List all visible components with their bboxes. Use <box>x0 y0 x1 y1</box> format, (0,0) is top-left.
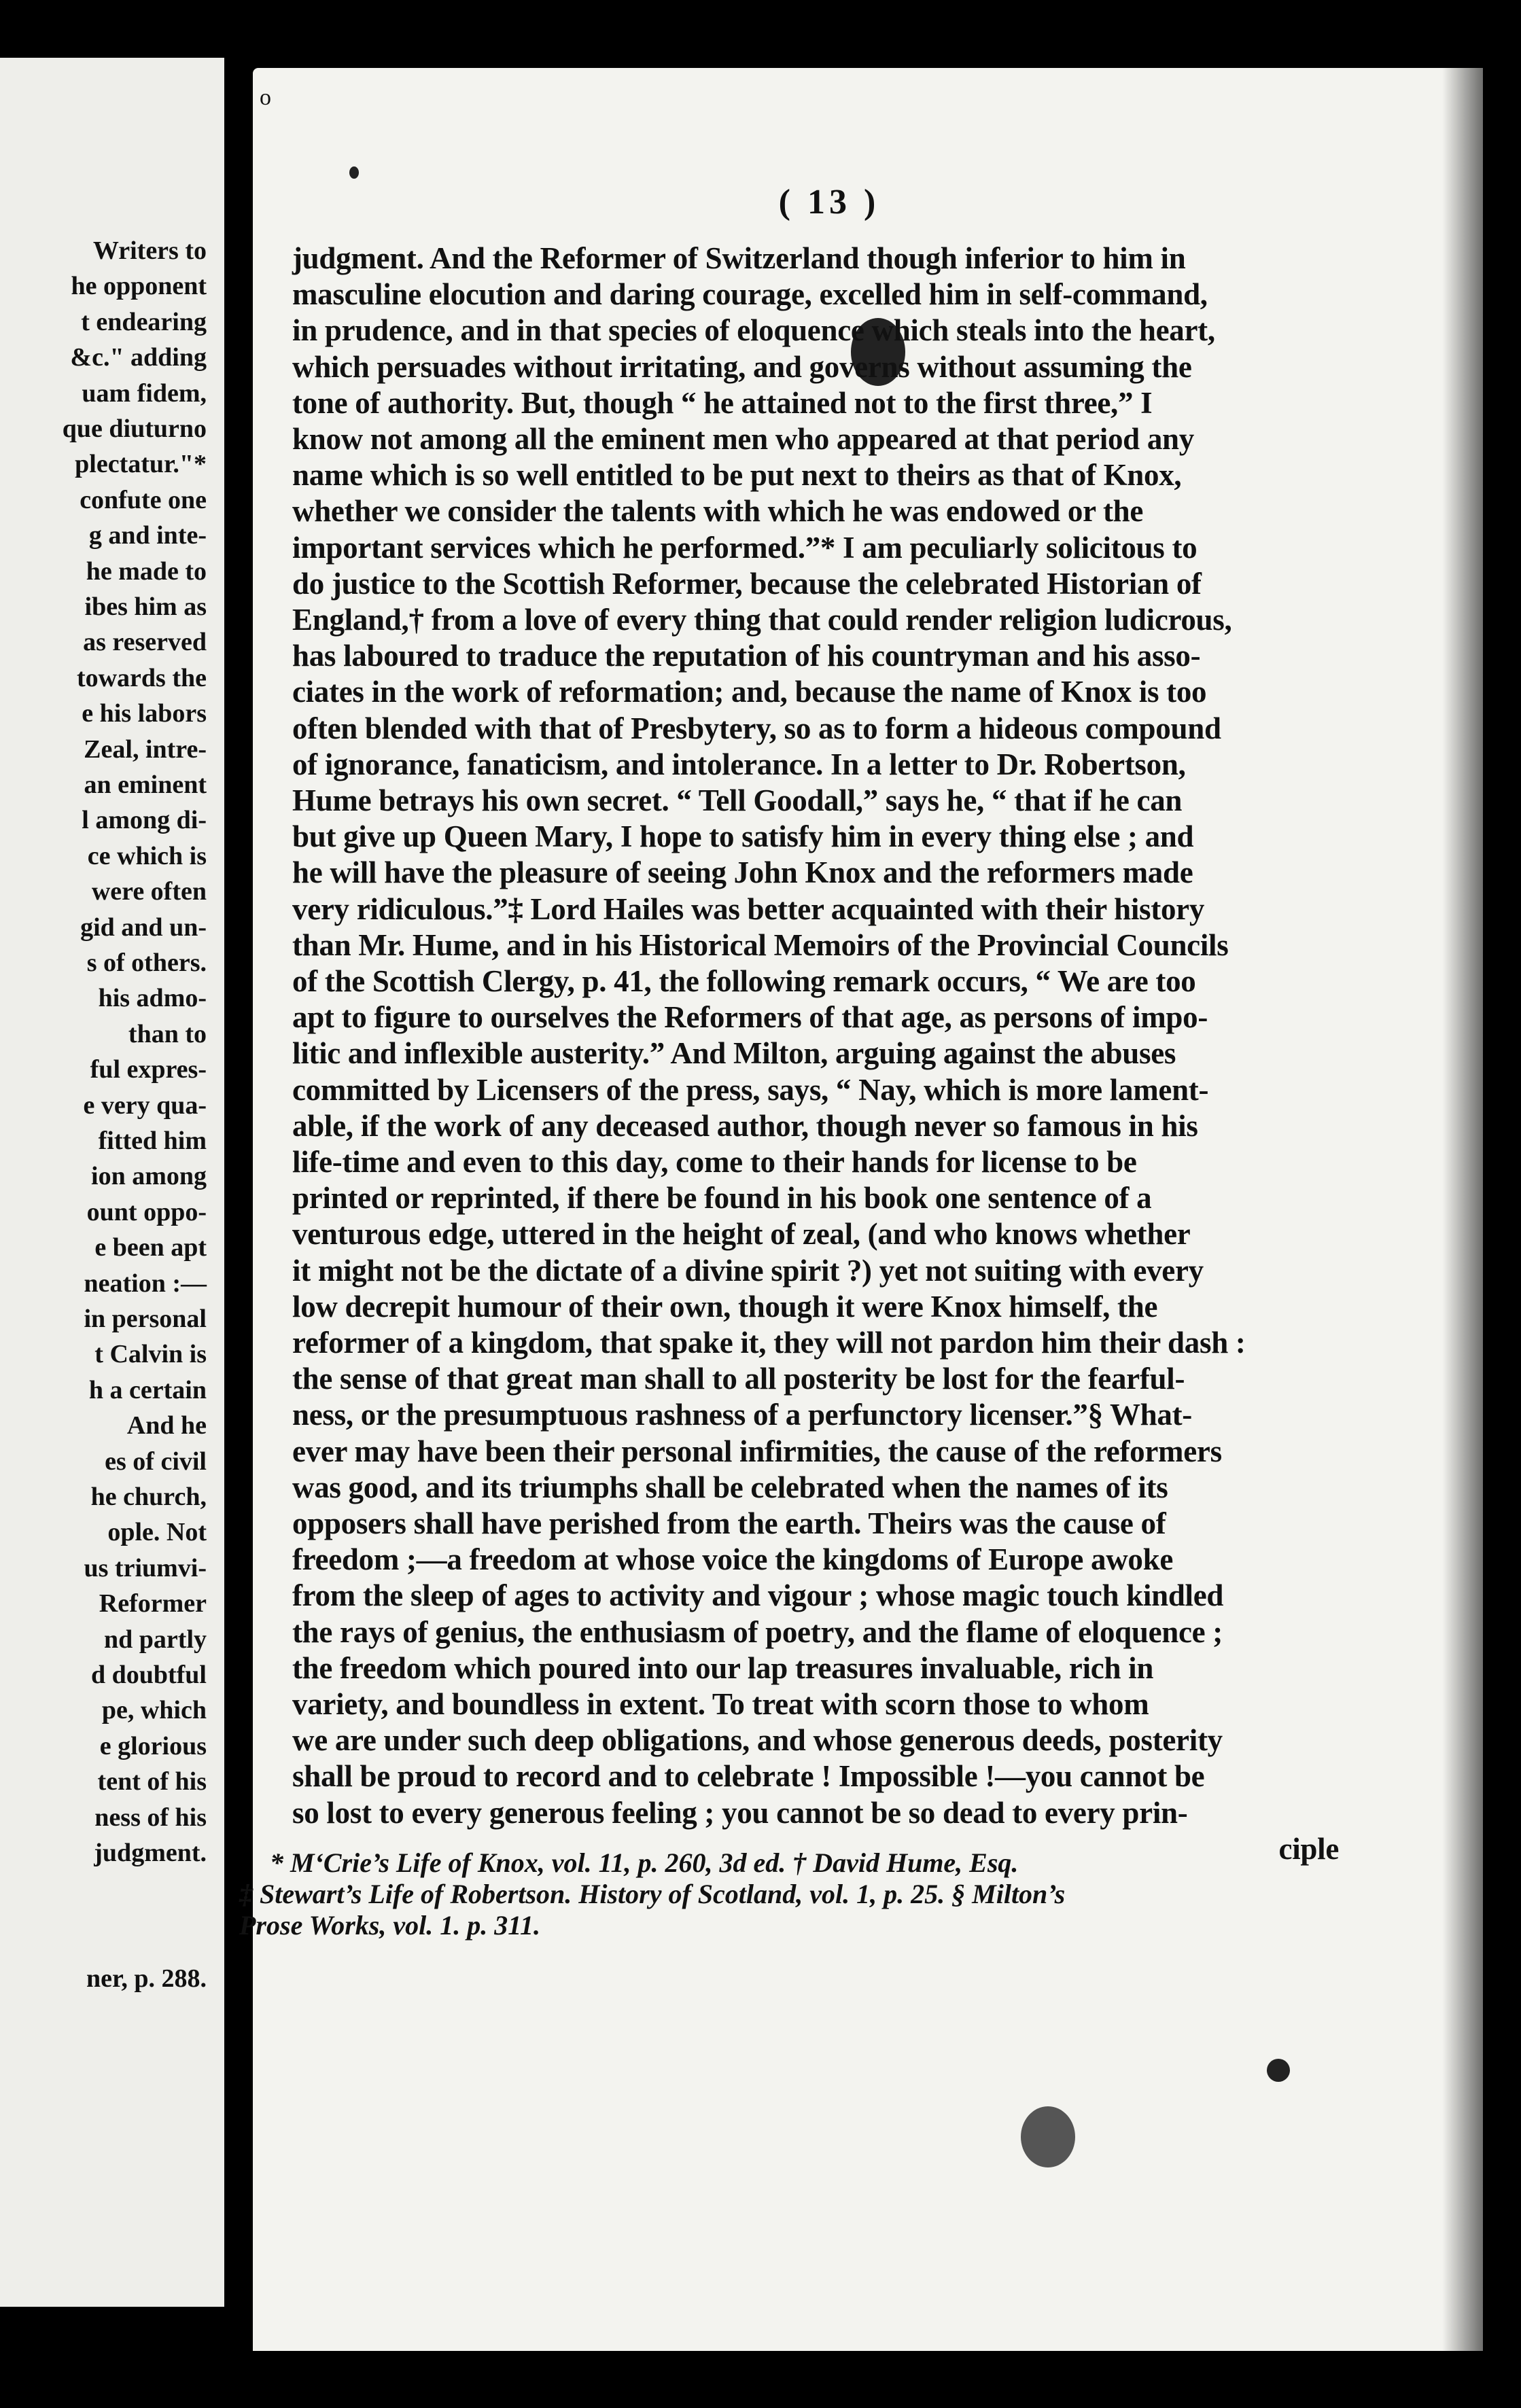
text-line: shall be proud to record and to celebrate ! Impossible !—you cannot be <box>292 1759 1205 1794</box>
left-facing-page <box>0 58 224 2307</box>
left-page-line: neation :— <box>84 1269 207 1298</box>
left-page-line: d doubtful <box>90 1661 207 1689</box>
catchword: ciple <box>1278 1831 1339 1866</box>
text-line: it might not be the dictate of a divine spirit ?) yet not suiting with every <box>292 1253 1204 1288</box>
ink-spot <box>1021 2106 1075 2167</box>
text-line: reformer of a kingdom, that spake it, they will not pardon him their dash : <box>292 1326 1246 1360</box>
text-line: printed or reprinted, if there be found in his book one sentence of a <box>292 1181 1152 1216</box>
page-edge-shadow <box>1442 68 1483 2351</box>
text-line: but give up Queen Mary, I hope to satisfy him in every thing else ; and <box>292 819 1194 854</box>
text-line: freedom ;—a freedom at whose voice the kingdoms of Europe awoke <box>292 1542 1173 1577</box>
left-page-line: Reformer <box>99 1589 207 1618</box>
left-page-line: t endearing <box>81 307 207 336</box>
left-page-line: ople. Not <box>107 1518 207 1547</box>
left-page-line: que diuturno <box>62 414 207 443</box>
text-line: masculine elocution and daring courage, excelled him in self-command, <box>292 277 1208 312</box>
page-number: ( 13 ) <box>778 183 880 222</box>
ink-dot <box>349 166 359 179</box>
left-page-line: And he <box>126 1411 207 1440</box>
text-line: life-time and even to this day, come to their hands for license to be <box>292 1145 1137 1179</box>
text-line: the sense of that great man shall to all posterity be lost for the fearful- <box>292 1362 1185 1396</box>
text-line: England,† from a love of every thing that could render religion ludicrous, <box>292 603 1232 637</box>
text-line: has laboured to traduce the reputation of his countryman and his asso- <box>292 639 1201 673</box>
text-line: from the sleep of ages to activity and vigour ; whose magic touch kindled <box>292 1578 1224 1613</box>
text-line: the rays of genius, the enthusiasm of poetry, and the flame of eloquence ; <box>292 1614 1223 1649</box>
text-line: venturous edge, uttered in the height of zeal, (and who knows whether <box>292 1217 1191 1252</box>
text-line: he will have the pleasure of seeing John Knox and the reformers made <box>292 855 1193 890</box>
text-line: opposers shall have perished from the earth. Theirs was the cause of <box>292 1506 1166 1540</box>
text-line: the freedom which poured into our lap treasures invaluable, rich in <box>292 1650 1154 1685</box>
left-page-line: t Calvin is <box>94 1340 207 1369</box>
left-page-line: e glorious <box>99 1731 207 1760</box>
left-page-line: g and inte- <box>88 521 207 550</box>
text-line: able, if the work of any deceased author, though never so famous in his <box>292 1108 1198 1143</box>
ink-dot <box>1267 2059 1290 2082</box>
left-page-line: pe, which <box>101 1696 207 1725</box>
left-page-line: uam fidem, <box>82 378 207 408</box>
text-line: ness, or the presumptuous rashness of a perfunctory licenser.”§ What- <box>292 1398 1192 1432</box>
left-page-line: were often <box>91 877 207 906</box>
left-page-line: l among di- <box>82 806 207 835</box>
text-line: know not among all the eminent men who appeared at that period any <box>292 422 1194 456</box>
text-line: in prudence, and in that species of eloquence which steals into the heart, <box>292 313 1215 348</box>
left-page-line: confute one <box>80 485 207 514</box>
left-page-line: &c." adding <box>70 343 207 372</box>
text-line: name which is so well entitled to be put next to theirs as that of Knox, <box>292 458 1182 493</box>
left-page-line: e his labors <box>82 699 207 728</box>
left-page-line: ner, p. 288. <box>86 1964 207 1993</box>
left-page-line: as reserved <box>83 628 207 657</box>
left-page-line: us triumvi- <box>84 1553 207 1582</box>
book-gutter <box>224 54 251 2365</box>
left-page-line: e very qua- <box>83 1091 207 1120</box>
left-page-line: fitted him <box>98 1127 207 1155</box>
text-line: so lost to every generous feeling ; you cannot be so dead to every prin- <box>292 1795 1188 1830</box>
left-page-line: in personal <box>84 1305 207 1333</box>
left-page-line: towards the <box>76 663 207 692</box>
text-line: very ridiculous.”‡ Lord Hailes was better acquainted with their history <box>292 891 1205 926</box>
text-line: was good, and its triumphs shall be celebrated when the names of its <box>292 1470 1168 1504</box>
left-page-line: nd partly <box>104 1625 207 1654</box>
left-page-line: e been apt <box>94 1233 207 1262</box>
left-page-line: an eminent <box>84 771 207 799</box>
text-line: of ignorance, fanaticism, and intolerance. In a letter to Dr. Robertson, <box>292 747 1186 781</box>
text-line: we are under such deep obligations, and whose generous deeds, posterity <box>292 1723 1223 1758</box>
left-page-line: s of others. <box>86 949 207 977</box>
left-page-line: tent of his <box>97 1767 207 1796</box>
text-line: often blended with that of Presbytery, so as to form a hideous compound <box>292 711 1221 745</box>
text-line: low decrepit humour of their own, though it were Knox himself, the <box>292 1289 1158 1324</box>
text-line: of the Scottish Clergy, p. 41, the following remark occurs, “ We are too <box>292 964 1196 998</box>
page-mark: o <box>260 85 271 110</box>
text-line: which persuades without irritating, and governs without assuming the <box>292 349 1192 384</box>
left-page-line: ce which is <box>87 841 207 870</box>
left-page-line: he made to <box>86 556 207 586</box>
text-line: apt to figure to ourselves the Reformers of that age, as persons of impo- <box>292 1000 1208 1035</box>
text-line: judgment. And the Reformer of Switzerland though inferior to him in <box>292 241 1186 275</box>
left-page-line: ful expres- <box>90 1055 207 1084</box>
left-page-line: Writers to <box>92 236 207 265</box>
left-page-line: than to <box>128 1019 207 1048</box>
text-line: whether we consider the talents with which he was endowed or the <box>292 494 1144 529</box>
left-page-line: h a certain <box>88 1375 207 1404</box>
footnote-line: Prose Works, vol. 1. p. 311. <box>239 1910 540 1941</box>
left-page-line: judgment. <box>94 1839 207 1867</box>
text-line: ever may have been their personal infirmities, the cause of the reformers <box>292 1434 1222 1468</box>
text-line: than Mr. Hume, and in his Historical Memoirs of the Provincial Councils <box>292 927 1229 962</box>
footnote-line: ‡ Stewart’s Life of Robertson. History of Scotland, vol. 1, p. 25. § Milton’s <box>239 1879 1066 1909</box>
left-page-line: ness of his <box>94 1803 207 1832</box>
left-page-line: Zeal, intre- <box>84 734 207 764</box>
footnote-line: * M‘Crie’s Life of Knox, vol. 11, p. 260, 3d ed. † David Hume, Esq. <box>270 1847 1019 1878</box>
text-line: tone of authority. But, though “ he attained not to the first three,” I <box>292 385 1153 420</box>
left-page-line: he church, <box>90 1483 207 1511</box>
text-line: committed by Licensers of the press, says, “ Nay, which is more lament- <box>292 1072 1209 1107</box>
left-page-line: gid and un- <box>80 913 207 942</box>
text-line: variety, and boundless in extent. To treat with scorn those to whom <box>292 1687 1149 1721</box>
left-page-line: plectatur."* <box>75 450 207 479</box>
left-page-line: he opponent <box>71 272 207 301</box>
text-line: ciates in the work of reformation; and, because the name of Knox is too <box>292 675 1207 709</box>
left-page-line: ibes him as <box>84 592 207 621</box>
text-line: Hume betrays his own secret. “ Tell Goodall,” says he, “ that if he can <box>292 783 1183 817</box>
text-line: do justice to the Scottish Reformer, because the celebrated Historian of <box>292 566 1202 601</box>
left-page-line: es of civil <box>105 1447 207 1476</box>
left-page-line: ion among <box>91 1162 207 1191</box>
text-line: litic and inflexible austerity.” And Milton, arguing against the abuses <box>292 1036 1176 1071</box>
left-page-line: ount oppo- <box>86 1197 207 1226</box>
text-line: important services which he performed.”* I am peculiarly solicitous to <box>292 530 1197 565</box>
left-page-line: his admo- <box>98 984 207 1013</box>
